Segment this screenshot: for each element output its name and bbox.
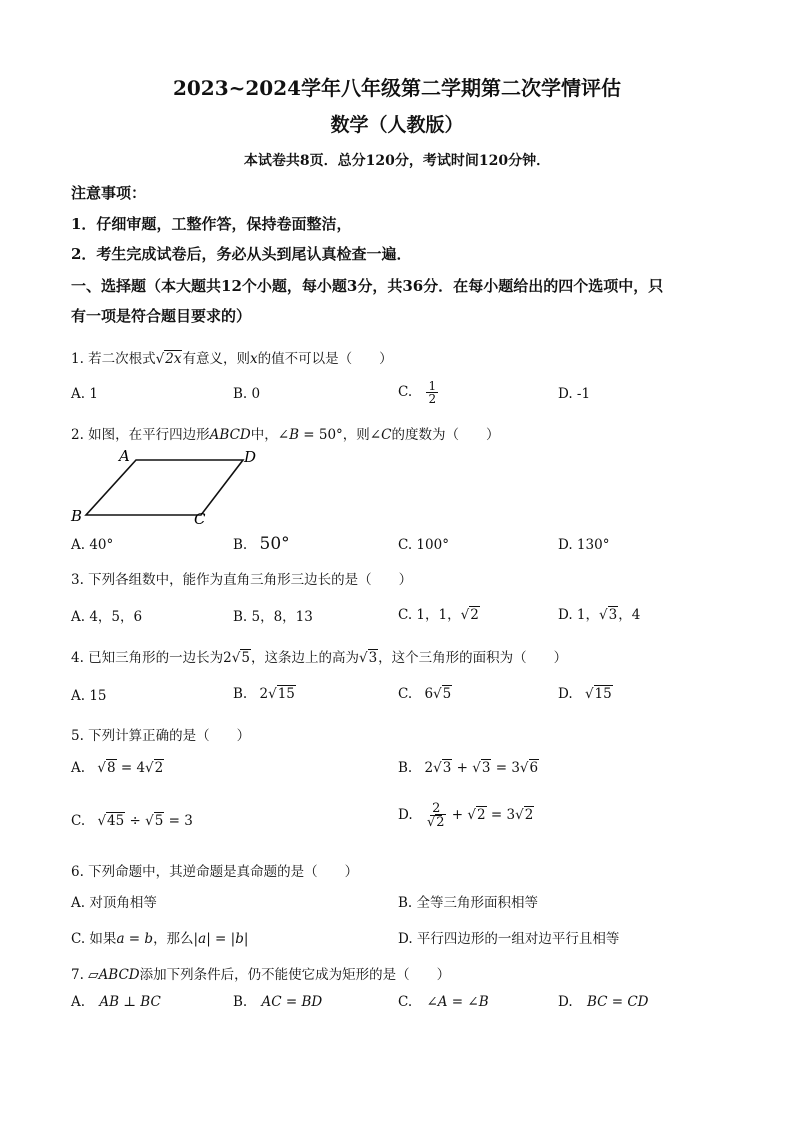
vertex-label-d: D: [244, 448, 257, 466]
q1-option-d: D. -1: [558, 386, 591, 402]
notes-heading: 注意事项：: [71, 184, 147, 202]
q3-option-a: A. 4，5，6: [71, 609, 143, 625]
vertex-label-c: C: [194, 510, 206, 528]
q6-option-b: B. 全等三角形面积相等: [398, 895, 539, 911]
q7-option-c: C. ∠A = ∠B: [398, 994, 489, 1010]
q3-option-d: D. 1，√3，4: [558, 607, 641, 623]
section-heading-line1: 一、选择题（本大题共12个小题，每小题3分，共36分．在每小题给出的四个选项中，只: [71, 277, 664, 295]
parallelogram-shape: [86, 460, 243, 515]
radical: √2x: [155, 351, 182, 367]
q3-option-c: C. 1，1，√2: [398, 607, 479, 623]
q1-option-b: B. 0: [233, 386, 261, 402]
q6-option-c: C. 如果a = b，那么|a| = |b|: [71, 931, 249, 947]
vertex-label-b: B: [71, 507, 83, 525]
q5-option-b: B. 2√3 + √3 = 3√6: [398, 760, 539, 776]
q1-option-a: A. 1: [71, 386, 98, 402]
q4-option-b: B. 2√15: [233, 686, 295, 702]
q5-option-d: D. $\frac{2}{√2}$ + √2 = 3√2: [398, 801, 534, 830]
q5-option-c: C. √45 ÷ √5 = 3: [71, 813, 193, 829]
note-item-1: 1．仔细审题，工整作答，保持卷面整洁，: [71, 215, 352, 233]
q6-option-d: D. 平行四边形的一组对边平行且相等: [398, 931, 620, 947]
question-3: 3. 下列各组数中，能作为直角三角形三边长的是（ ）: [71, 572, 413, 588]
question-5: 5. 下列计算正确的是（ ）: [71, 728, 251, 744]
q2-option-a: A. 40°: [71, 537, 114, 553]
exam-subtitle: 数学（人教版）: [330, 114, 464, 136]
q4-option-d: D. √15: [558, 686, 612, 702]
note-item-2: 2．考生完成试卷后，务必从头到尾认真检查一遍．: [71, 245, 412, 263]
q5-option-a: A. √8 = 4√2: [71, 760, 164, 776]
exam-info: 本试卷共8页．总分120分，考试时间120分钟．: [243, 153, 551, 169]
q7-option-d: D. BC = CD: [558, 994, 649, 1010]
q1-option-c: C. $\frac{1}{2}$: [398, 379, 437, 406]
q2-option-c: C. 100°: [398, 537, 449, 553]
q2-option-b: B. 50°: [233, 534, 290, 554]
exam-title: 2023~2024学年八年级第二学期第二次学情评估: [172, 76, 622, 100]
q7-option-b: B. AC = BD: [233, 994, 323, 1010]
section-heading-line2: 有一项是符合题目要求的）: [71, 307, 252, 325]
question-7: 7. ▱ABCD添加下列条件后，仍不能使它成为矩形的是（ ）: [71, 967, 451, 983]
vertex-label-a: A: [119, 447, 130, 465]
q7-option-a: A. AB ⊥ BC: [71, 994, 161, 1010]
q4-option-a: A. 15: [71, 688, 107, 704]
q3-option-b: B. 5，8，13: [233, 609, 313, 625]
question-4: 4. 已知三角形的一边长为2√5，这条边上的高为√3，这个三角形的面积为（ ）: [71, 650, 568, 666]
q6-option-a: A. 对顶角相等: [71, 895, 157, 911]
question-1: 1. 若二次根式√2x有意义，则x的值不可以是（ ）: [71, 351, 393, 367]
q2-option-d: D. 130°: [558, 537, 610, 553]
question-6: 6. 下列命题中，其逆命题是真命题的是（ ）: [71, 864, 359, 880]
parallelogram-figure: [66, 445, 276, 530]
q4-option-c: C. 6√5: [398, 686, 452, 702]
question-2: 2. 如图，在平行四边形ABCD中，∠B = 50°，则∠C的度数为（ ）: [71, 427, 500, 443]
